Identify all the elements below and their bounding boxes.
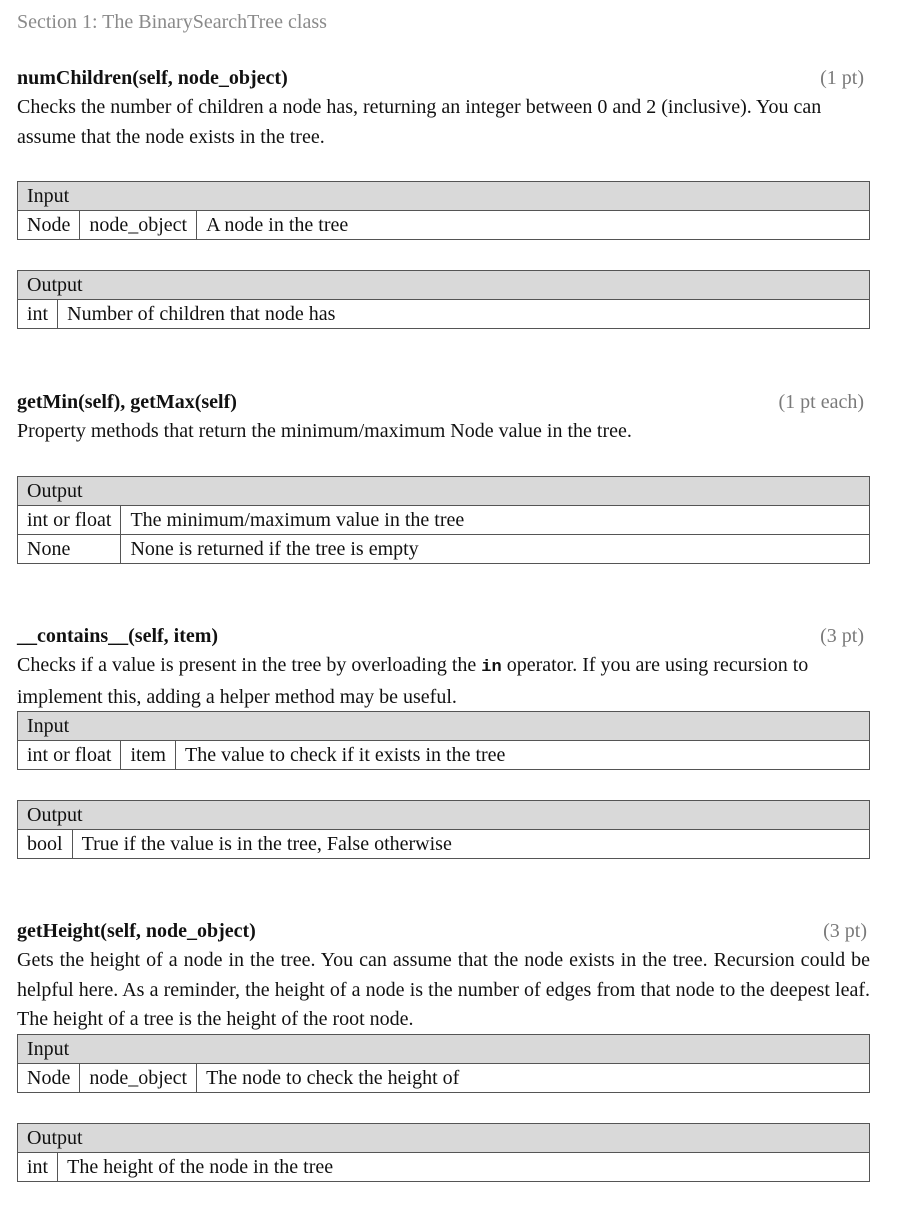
param-type: Node (18, 211, 80, 240)
return-type: bool (18, 830, 73, 859)
table-row (18, 300, 870, 329)
output-table (17, 476, 870, 564)
method-points: (3 pt) (823, 920, 867, 942)
method-points: (1 pt each) (778, 391, 864, 413)
input-table (17, 181, 870, 240)
method-contains (17, 622, 870, 855)
param-name: node_object (80, 1064, 197, 1093)
section-title: Section 1: The BinarySearchTree class (17, 11, 327, 33)
code-snippet: in (481, 658, 502, 677)
method-get-min-max (17, 388, 870, 560)
output-table (17, 1123, 870, 1182)
method-signature: __contains__(self, item) (17, 625, 219, 647)
output-table-header: Output (18, 801, 870, 830)
param-type: int or float (18, 741, 121, 770)
return-type: None (18, 535, 121, 564)
param-type: Node (18, 1064, 80, 1093)
output-table-header: Output (18, 1124, 870, 1153)
output-table-header: Output (18, 477, 870, 506)
input-table (17, 1034, 870, 1093)
return-description: The height of the node in the tree (58, 1153, 870, 1182)
table-row (18, 506, 870, 535)
output-table (17, 800, 870, 859)
method-signature: getMin(self), getMax(self) (17, 391, 237, 413)
return-type: int or float (18, 506, 121, 535)
return-type: int (18, 300, 58, 329)
method-num-children (17, 64, 870, 325)
method-get-height (17, 917, 870, 1178)
method-description: Checks if a value is present in the tree by overloading the in operator. If you are using recursion to implement this, adding a helper method may be useful. (17, 654, 809, 708)
param-description: The node to check the height of (197, 1064, 870, 1093)
return-description: Number of children that node has (58, 300, 870, 329)
return-type: int (18, 1153, 58, 1182)
table-row (18, 211, 870, 240)
input-table-header: Input (18, 712, 870, 741)
table-row (18, 830, 870, 859)
output-table (17, 270, 870, 329)
return-description: True if the value is in the tree, False otherwise (72, 830, 869, 859)
param-description: The value to check if it exists in the tree (175, 741, 869, 770)
method-signature: numChildren(self, node_object) (17, 67, 288, 89)
input-table-header: Input (18, 182, 870, 211)
return-description: None is returned if the tree is empty (121, 535, 870, 564)
param-name: node_object (80, 211, 197, 240)
input-table-header: Input (18, 1035, 870, 1064)
method-description: Checks the number of children a node has, returning an integer between 0 and 2 (inclusive). You can assume that the node exists in the tree. (17, 96, 822, 148)
return-description: The minimum/maximum value in the tree (121, 506, 870, 535)
param-name: item (121, 741, 176, 770)
method-signature: getHeight(self, node_object) (17, 920, 256, 942)
input-table (17, 711, 870, 770)
method-description: Property methods that return the minimum/maximum Node value in the tree. (17, 420, 632, 442)
method-points: (1 pt) (820, 67, 864, 89)
method-points: (3 pt) (820, 625, 864, 647)
table-row (18, 1064, 870, 1093)
table-row (18, 741, 870, 770)
param-description: A node in the tree (197, 211, 870, 240)
output-table-header: Output (18, 271, 870, 300)
table-row (18, 535, 870, 564)
table-row (18, 1153, 870, 1182)
method-description: Gets the height of a node in the tree. You can assume that the node exists in the tree. Recursion could be helpful here. As a reminder, the height of a node is the number of edges from that node to the deepest leaf. The height of a tree is the height of the root node. (17, 949, 870, 1030)
